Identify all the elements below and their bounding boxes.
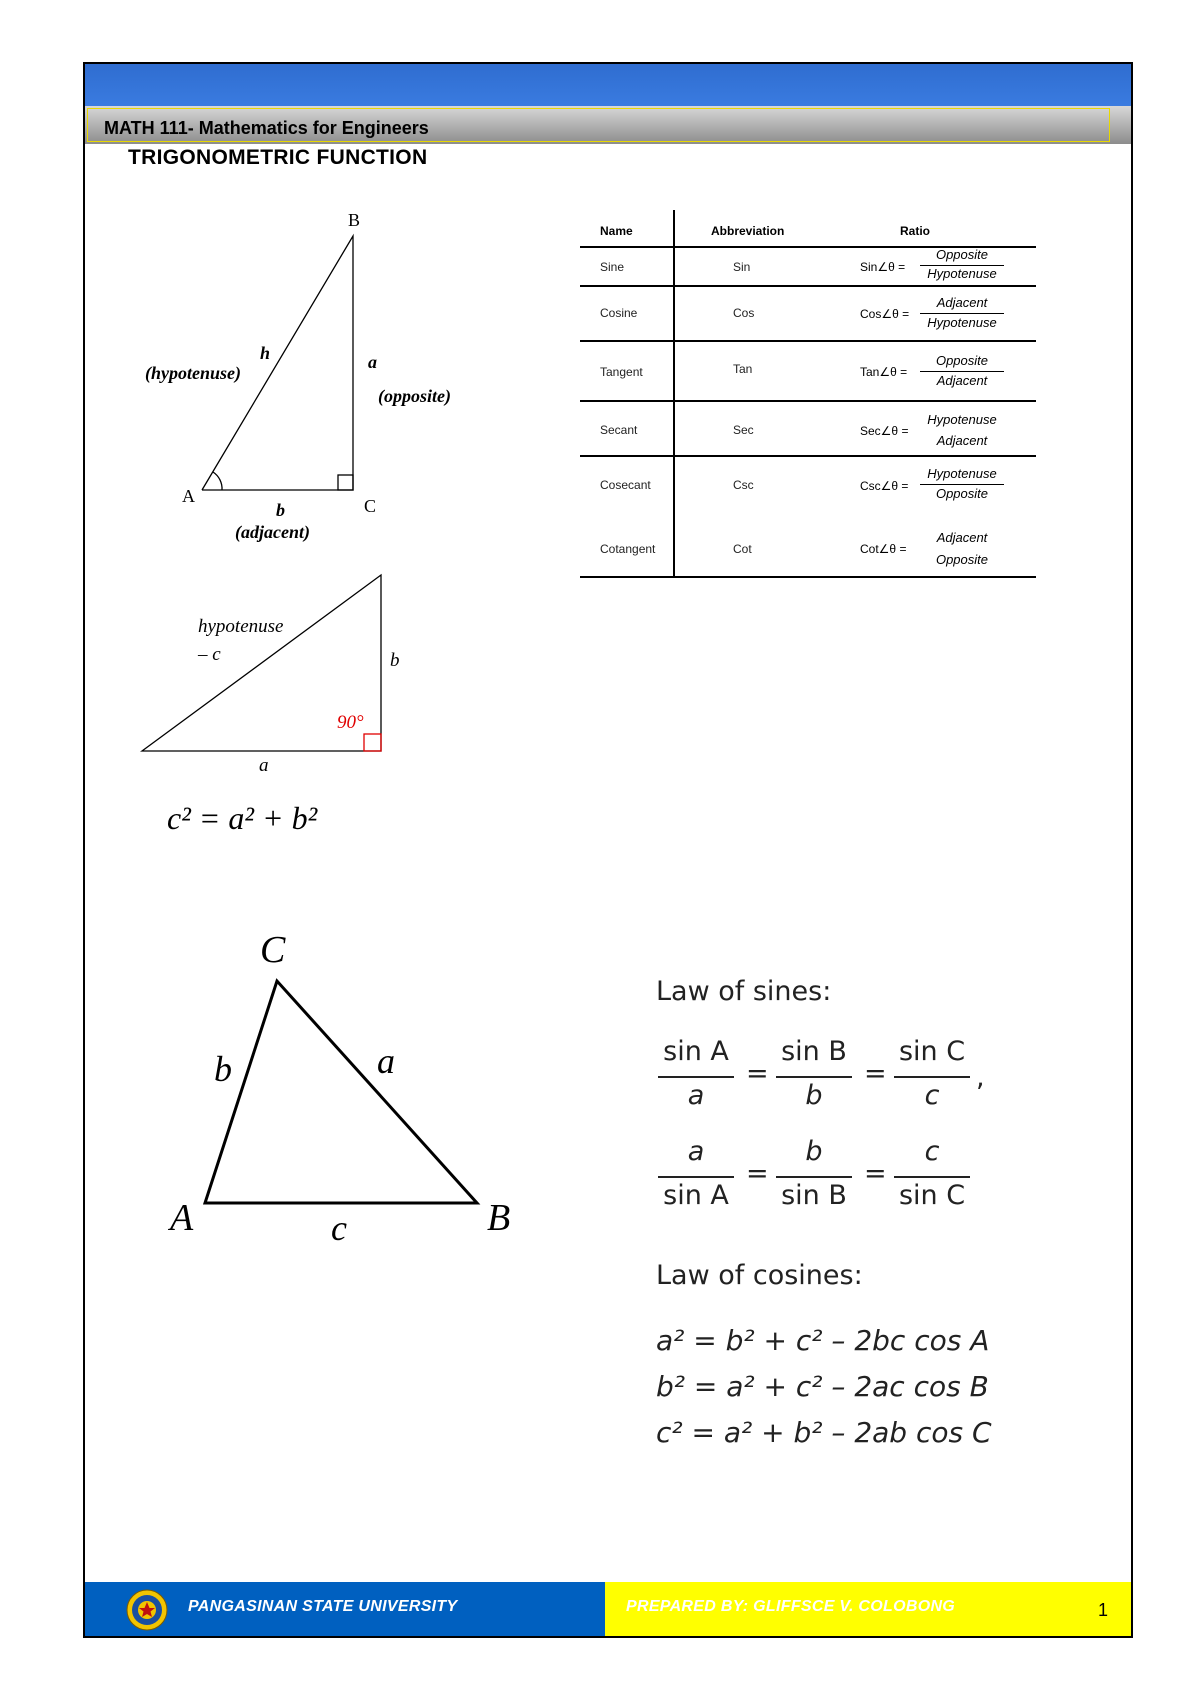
ratio-numerator: Hypotenuse	[927, 412, 997, 427]
right-angle-label: 90°	[337, 712, 364, 733]
table-row-ratio-prefix: Tan∠θ =	[860, 365, 908, 379]
vertex-a-label: A	[182, 486, 195, 506]
side-b-label: b	[276, 500, 285, 520]
equals-sign: =	[864, 1058, 887, 1089]
fraction-bar	[776, 1076, 852, 1078]
table-row-abbr: Tan	[733, 362, 753, 376]
sines-r1-den: c	[924, 1080, 940, 1111]
footer-prepared-by: PREPARED BY: GLIFFSCE V. COLOBONG	[626, 1598, 956, 1615]
sines-r1-num: sin B	[781, 1036, 847, 1067]
table-row-name: Secant	[600, 423, 638, 437]
table-row-name: Cosine	[600, 306, 638, 320]
table-row-ratio-prefix: Sec∠θ =	[860, 424, 909, 438]
cosine-law-line-b: b² = a² + c² – 2ac cos B	[656, 1370, 989, 1403]
table-row-ratio-prefix: Cos∠θ =	[860, 307, 910, 321]
ratio-numerator: Adjacent	[936, 295, 988, 310]
table-row-name: Cosecant	[600, 478, 651, 492]
opposite-label: (opposite)	[378, 386, 451, 406]
sines-r2-den: sin B	[781, 1180, 847, 1211]
table-row-ratio-prefix: Sin∠θ =	[860, 260, 906, 274]
page-title: TRIGONOMETRIC FUNCTION	[128, 146, 428, 169]
pythagorean-theorem: c² = a² + b²	[167, 800, 318, 836]
col-header-name: Name	[600, 224, 633, 238]
law-of-sines-heading: Law of sines:	[656, 976, 832, 1007]
ratio-numerator: Adjacent	[936, 530, 988, 545]
ratio-numerator: Opposite	[935, 247, 989, 262]
sines-r2-num: a	[687, 1136, 705, 1167]
table-row-abbr: Cot	[733, 542, 752, 556]
sines-r2-num: c	[924, 1136, 940, 1167]
table-row-abbr: Csc	[733, 478, 754, 492]
ratio-denominator: Hypotenuse	[927, 266, 997, 281]
vertex-c-label-3: C	[260, 929, 286, 971]
side-c-label-3: c	[331, 1208, 347, 1248]
sines-r1-num: sin A	[663, 1036, 729, 1067]
fraction-bar	[658, 1176, 734, 1178]
table-row-ratio-prefix: Cot∠θ =	[860, 542, 907, 556]
equals-sign: =	[746, 1058, 769, 1089]
sines-r2-num: b	[805, 1136, 823, 1167]
fraction-bar	[894, 1076, 970, 1078]
trailing-comma: ,	[976, 1062, 985, 1093]
fraction-bar	[894, 1176, 970, 1178]
course-title: MATH 111- Mathematics for Engineers	[104, 118, 429, 138]
equals-sign: =	[864, 1158, 887, 1189]
sines-r1-den: a	[687, 1080, 705, 1111]
side-h-label: h	[260, 343, 271, 363]
side-a-label-2: a	[259, 755, 269, 776]
sines-r2-den: sin C	[898, 1180, 966, 1211]
ratio-denominator: Hypotenuse	[927, 315, 997, 330]
sines-r2-den: sin A	[663, 1180, 729, 1211]
col-header-ratio: Ratio	[900, 224, 930, 238]
ratio-denominator: Adjacent	[936, 433, 988, 448]
hypotenuse-label: (hypotenuse)	[145, 363, 241, 383]
side-b-label-2: b	[390, 650, 400, 671]
side-a-label: a	[368, 352, 377, 372]
vertex-a-label-3: A	[170, 1197, 194, 1239]
col-header-abbreviation: Abbreviation	[711, 224, 785, 238]
table-row-abbr: Sec	[733, 423, 754, 437]
cosine-law-line-a: a² = b² + c² – 2bc cos A	[656, 1324, 990, 1357]
fraction-bar	[776, 1176, 852, 1178]
ratio-denominator: Opposite	[935, 486, 989, 501]
table-row-name: Tangent	[600, 365, 643, 379]
table-row-abbr: Sin	[733, 260, 751, 274]
sines-r1-num: sin C	[898, 1036, 966, 1067]
hypotenuse-c-label-line1: hypotenuse	[198, 616, 284, 637]
vertex-c-label: C	[364, 496, 377, 516]
table-row-name: Sine	[600, 260, 625, 274]
side-b-label-3: b	[214, 1049, 232, 1089]
ratio-numerator: Hypotenuse	[927, 466, 997, 481]
hypotenuse-c-label-line2: – c	[198, 644, 221, 665]
sines-r1-den: b	[805, 1080, 823, 1111]
ratio-numerator: Opposite	[935, 353, 989, 368]
table-row-abbr: Cos	[733, 306, 755, 320]
law-of-cosines-heading: Law of cosines:	[656, 1260, 863, 1291]
university-seal-icon	[126, 1589, 168, 1631]
table-row-ratio-prefix: Csc∠θ =	[860, 479, 909, 493]
ratio-denominator: Adjacent	[936, 373, 988, 388]
ratio-denominator: Opposite	[935, 552, 989, 567]
vertex-b-label-3: B	[487, 1197, 511, 1239]
side-a-label-3: a	[377, 1041, 395, 1081]
fraction-bar	[658, 1076, 734, 1078]
cosine-law-line-c: c² = a² + b² – 2ab cos C	[656, 1416, 992, 1449]
adjacent-label: (adjacent)	[235, 522, 310, 542]
equals-sign: =	[746, 1158, 769, 1189]
vertex-b-label: B	[348, 210, 361, 230]
page-number: 1	[1098, 1600, 1109, 1620]
footer-university: PANGASINAN STATE UNIVERSITY	[188, 1598, 458, 1615]
table-row-name: Cotangent	[600, 542, 656, 556]
